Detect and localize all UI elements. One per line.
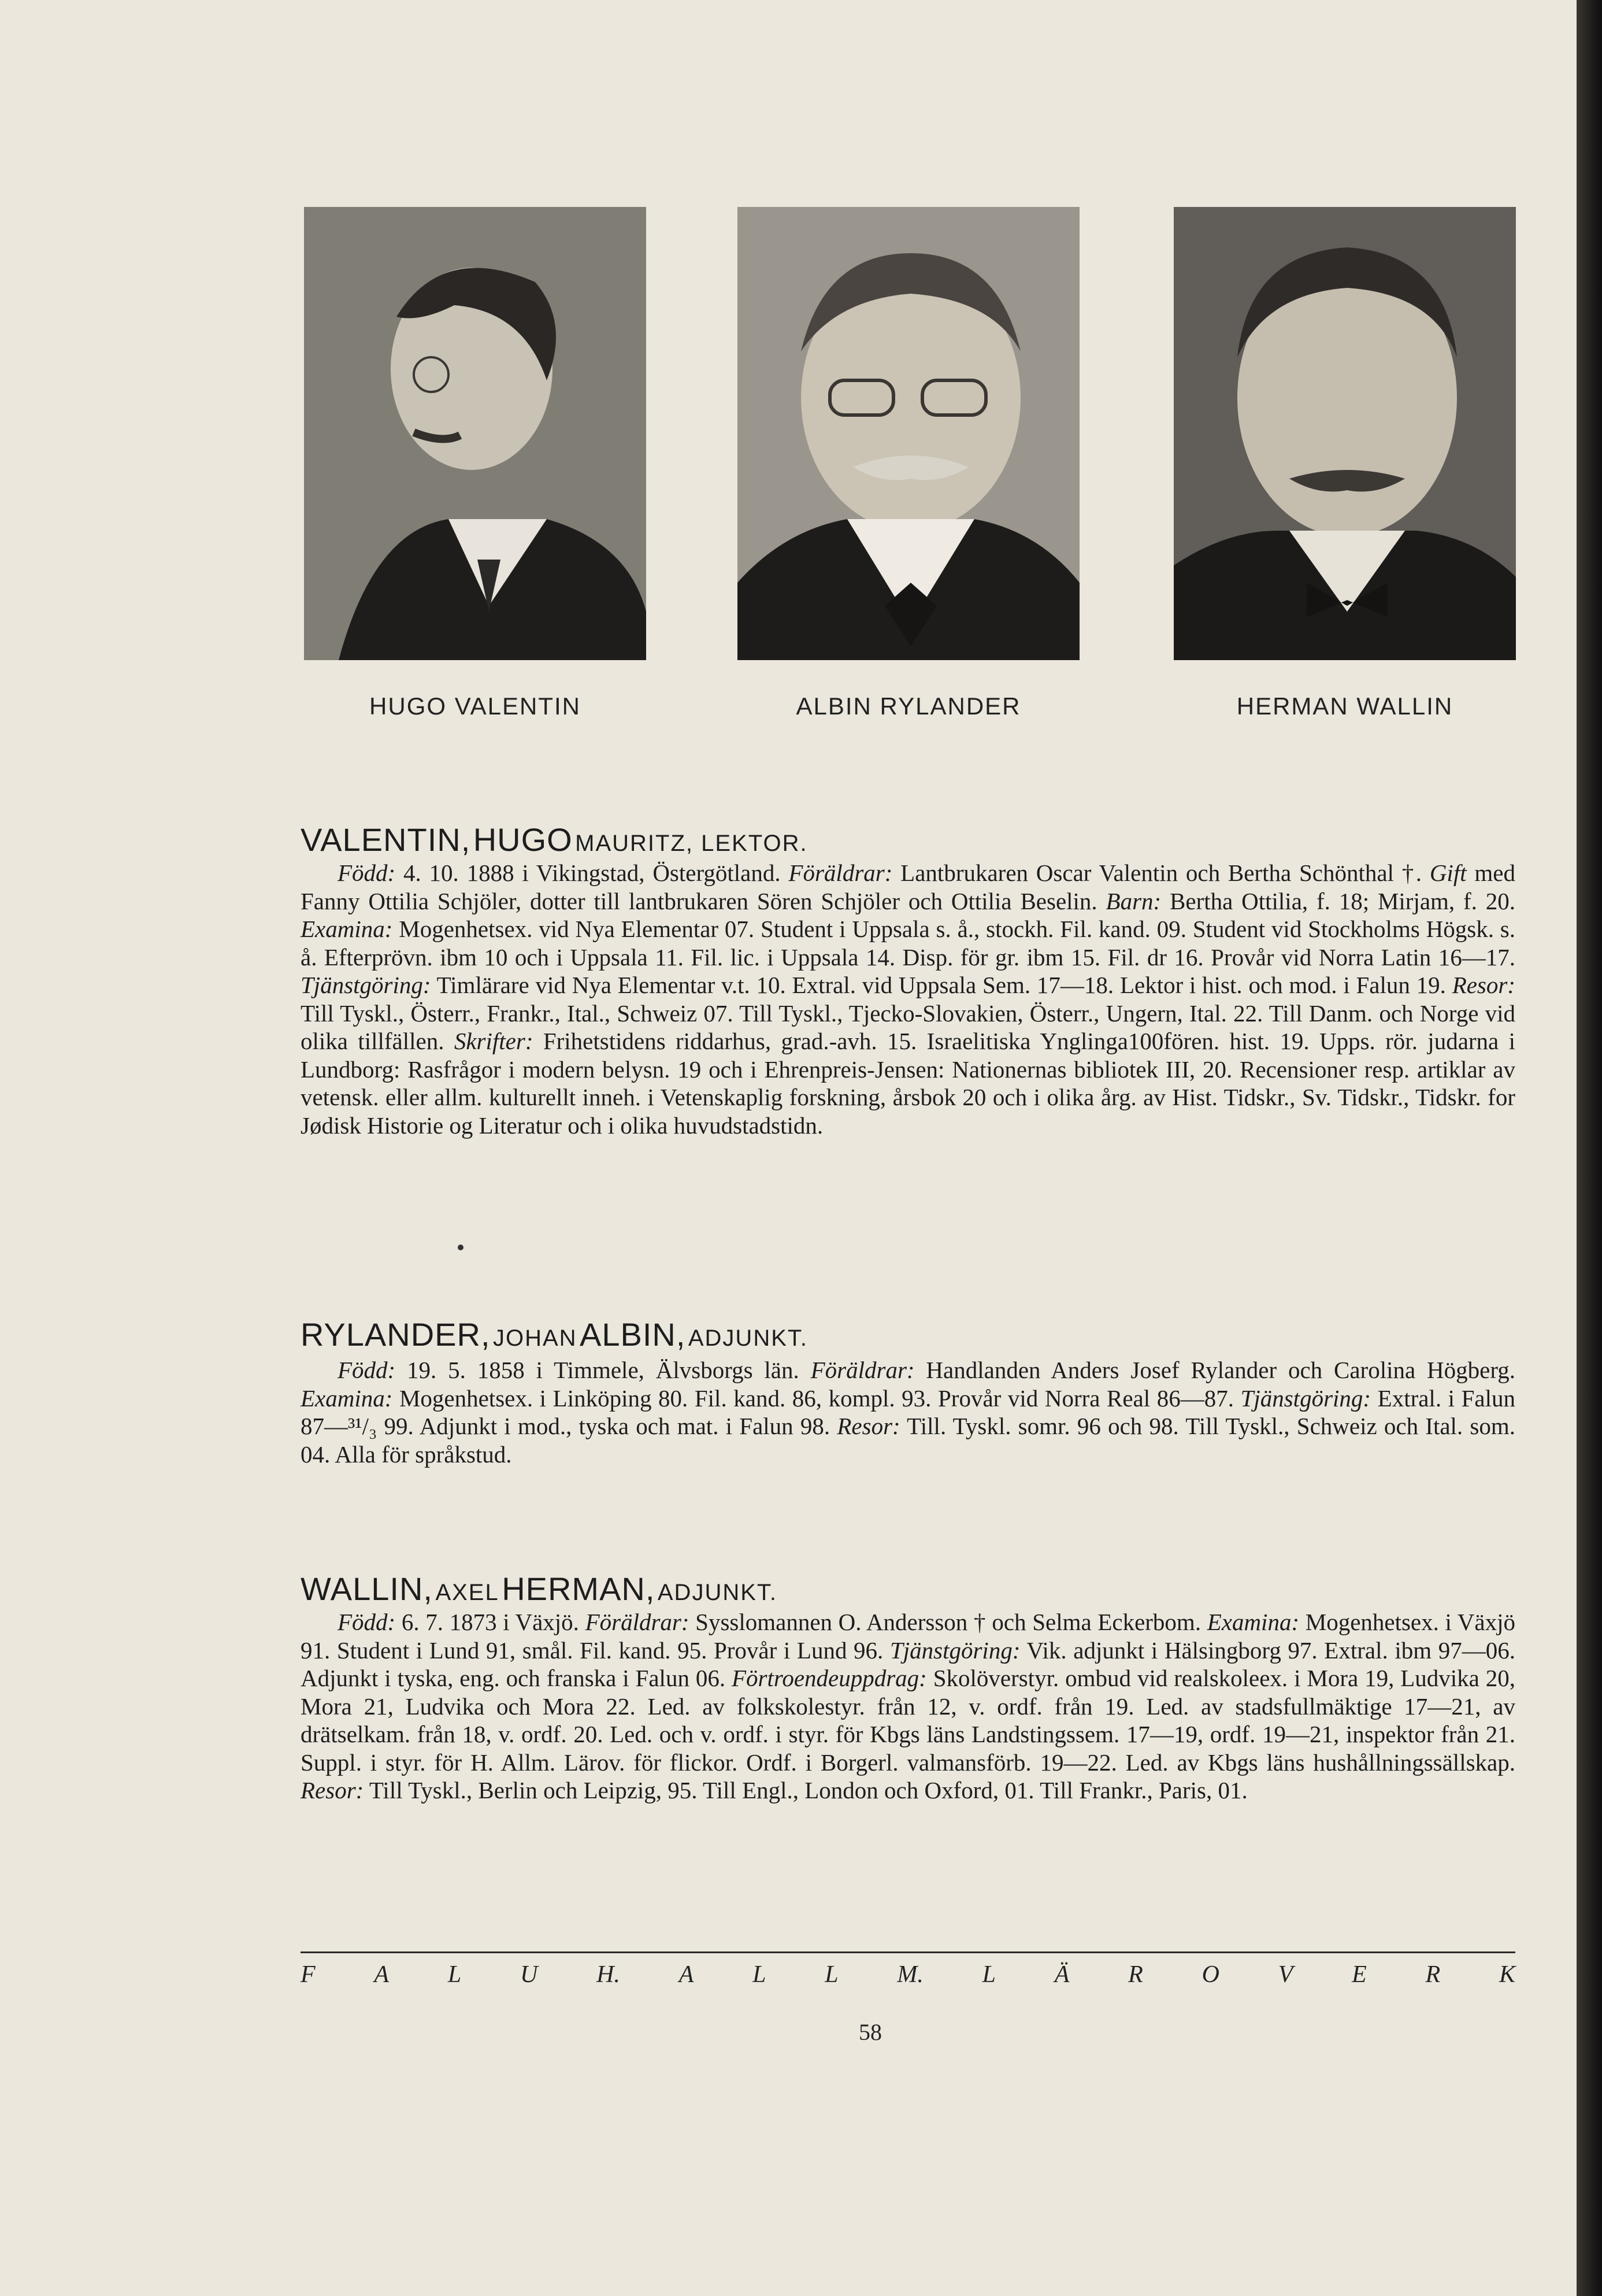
field-text: Lantbrukaren Oscar Valentin och Bertha Schönthal †. [892, 860, 1430, 886]
footer-letter: L [825, 1961, 839, 1988]
field-label: Tjänstgöring: [301, 972, 431, 998]
portrait-albin-rylander [737, 207, 1080, 660]
field-text: 4. 10. 1888 i Vikingstad, Östergötland. [395, 860, 789, 886]
entry-title: MAURITZ, LEKTOR. [575, 831, 808, 856]
footer-letter: L [447, 1961, 462, 1988]
field-label: Född: [338, 860, 396, 886]
field-label: Examina: [301, 1384, 393, 1412]
field-label: Född: [338, 1357, 396, 1383]
field-label: Gift [1429, 860, 1467, 886]
footer-letter: R [1128, 1961, 1143, 1988]
portrait-herman-wallin [1174, 207, 1516, 660]
entry-heading-rylander [301, 1316, 808, 1353]
field-text: Till Tyskl., Österr., Frankr., Ital., Schweiz 07. Till Tyskl., Tjecko-Slovakien, Österr., Ungern, Ital. 22. Till Danm. och Norge vid olika tillfällen. [301, 999, 1515, 1054]
footer-letter: A [678, 1961, 694, 1988]
footer-letter: O [1202, 1961, 1219, 1988]
footer-letter: E [1352, 1961, 1367, 1988]
caption-hugo-valentin: HUGO VALENTIN [369, 692, 581, 720]
field-label: Resor: [301, 1777, 364, 1804]
field-label: Föräldrar: [788, 860, 893, 886]
field-label: Förtroendeuppdrag: [732, 1665, 927, 1691]
field-label: Resor: [1452, 972, 1515, 998]
field-label: Barn: [1106, 887, 1162, 914]
field-label: Född: [338, 1609, 396, 1635]
field-text: Bertha Ottilia, f. 18; Mirjam, f. 20. [1161, 887, 1515, 914]
field-text: Sysslomannen O. Andersson † och Selma Eckerbom. [689, 1609, 1207, 1635]
entry-middlename: HERMAN, [502, 1571, 655, 1607]
field-text: Handlanden Anders Josef Rylander och Carolina Högberg. [914, 1357, 1515, 1383]
field-text: Timlärare vid Nya Elementar v.t. 10. Extral. vid Uppsala Sem. 17—18. Lektor i hist. och mod. i Falun 19. [431, 972, 1452, 998]
footer-letter: L [982, 1961, 996, 1988]
entry-heading-valentin [301, 821, 808, 858]
field-label: Tjänstgöring: [889, 1636, 1021, 1664]
entry-body-wallin [301, 1608, 1515, 1805]
print-speck [458, 1245, 463, 1250]
footer-letter: F [301, 1961, 316, 1988]
field-text: Mogenhetsex. i Linköping 80. Fil. kand. 86, kompl. 93. Provår vid Norra Real 86—87. [392, 1384, 1241, 1412]
entry-firstname: JOHAN [492, 1325, 577, 1351]
entry-surname: VALENTIN, [301, 821, 471, 858]
entry-surname: RYLANDER, [301, 1316, 491, 1353]
footer-letter: V [1278, 1961, 1293, 1988]
portrait-hugo-valentin [304, 207, 646, 660]
field-label: Tjänstgöring: [1240, 1384, 1371, 1412]
field-label: Examina: [301, 916, 393, 942]
entry-firstname: AXEL [435, 1580, 499, 1605]
field-label: Skrifter: [454, 1028, 533, 1054]
footer-letter: U [520, 1961, 538, 1988]
footer-rule [301, 1951, 1515, 1953]
field-text: Extral. i Falun 87—³¹/₃ 99. Adjunkt i mod., tyska och mat. i Falun 98. [301, 1384, 1515, 1439]
entry-body-rylander [301, 1356, 1515, 1468]
field-text: Vik. adjunkt i Hälsingborg 97. Extral. ibm 97—06. Adjunkt i tyska, eng. och franska i Falun 06. [301, 1636, 1515, 1691]
field-text: Mogenhetsex. i Växjö 91. Student i Lund 91, smål. Fil. kand. 95. Provår i Lund 96. [301, 1609, 1515, 1664]
entry-title: ADJUNKT. [688, 1325, 808, 1351]
footer-letter: R [1425, 1961, 1441, 1988]
entry-firstname: HUGO [473, 821, 573, 858]
footer-letter: L [752, 1961, 766, 1988]
field-text: Skolöverstyr. ombud vid realskoleex. i Mora 19, Ludvika 20, Mora 21, Ludvika och Mora 22. Led. av folkskolestyr. från 12, v. ordf. från 19. Led. av stadsfullmäktige 17—21, av drätselkam. från 18, v. ordf. 20. Led. och v. ordf. i styr. för Kbgs läns Landstingssem. 17—19, ordf. 19—21, inspektor från 21. Suppl. i styr. för H. Allm. Lärov. för flickor. Ordf. i Borgerl. valmansförb. 19—22. Led. av Kbgs läns hushållningssällskap. [301, 1665, 1515, 1776]
footer-letter: M. [897, 1961, 924, 1988]
caption-herman-wallin: HERMAN WALLIN [1236, 692, 1453, 720]
entry-middlename: ALBIN, [580, 1316, 686, 1353]
footer-letter: K [1499, 1961, 1515, 1988]
footer-letter: H. [596, 1961, 620, 1988]
entry-surname: WALLIN, [301, 1571, 433, 1607]
field-label: Föräldrar: [810, 1357, 915, 1383]
field-text: Mogenhetsex. vid Nya Elementar 07. Student i Uppsala s. å., stockh. Fil. kand. 09. Student vid Stockholms Högsk. s. å. Efterprövn. ibm 10 och i Uppsala 11. Fil. lic. i Uppsala 14. Disp. för gr. ibm 15. Fil. dr 16. Provår vid Norra Latin 16—17. [301, 916, 1515, 971]
entry-body-valentin [301, 859, 1515, 1139]
field-label: Resor: [837, 1413, 900, 1439]
field-label: Föräldrar: [585, 1609, 689, 1635]
field-text: Frihetstidens riddarhus, grad.-avh. 15. Israelitiska Ynglinga100fören. hist. 19. Upps. rör. judarna i Lundborg: Rasfrågor i modern belysn. 19 och i Ehrenpreis-Jensen: Nationernas bibliotek III, 20. Recensioner resp. artiklar av vetensk. eller allm. kulturellt inneh. i Vetenskaplig forskning, årsbok 20 och i olika årg. av Hist. Tidskr., Sv. Tidskr., Tidskr. for Jødisk Historie og Literatur och i olika huvudstadstidn. [301, 1028, 1515, 1139]
entry-title: ADJUNKT. [657, 1580, 778, 1605]
field-text: Till Tyskl., Berlin och Leipzig, 95. Till Engl., London och Oxford, 01. Till Frankr., Paris, 01. [364, 1777, 1248, 1804]
footer-letter: A [374, 1961, 390, 1988]
field-text: 6. 7. 1873 i Växjö. [395, 1609, 585, 1635]
entry-heading-wallin [301, 1570, 777, 1608]
field-text: med Fanny Ottilia Schjöler, dotter till lantbrukaren Sören Schjöler och Ottilia Beselin. [301, 860, 1516, 914]
field-label: Examina: [1207, 1609, 1300, 1635]
book-spine-edge [1577, 0, 1602, 2296]
field-text: Till. Tyskl. somr. 96 och 98. Till Tyskl., Schweiz och Ital. som. 04. Alla för språkstud. [301, 1413, 1516, 1468]
footer-letter: Ä [1054, 1961, 1070, 1988]
running-footer [301, 1961, 1515, 1988]
page-number: 58 [859, 2019, 882, 2045]
field-text: 19. 5. 1858 i Timmele, Älvsborgs län. [395, 1357, 811, 1383]
caption-albin-rylander: ALBIN RYLANDER [796, 692, 1021, 720]
